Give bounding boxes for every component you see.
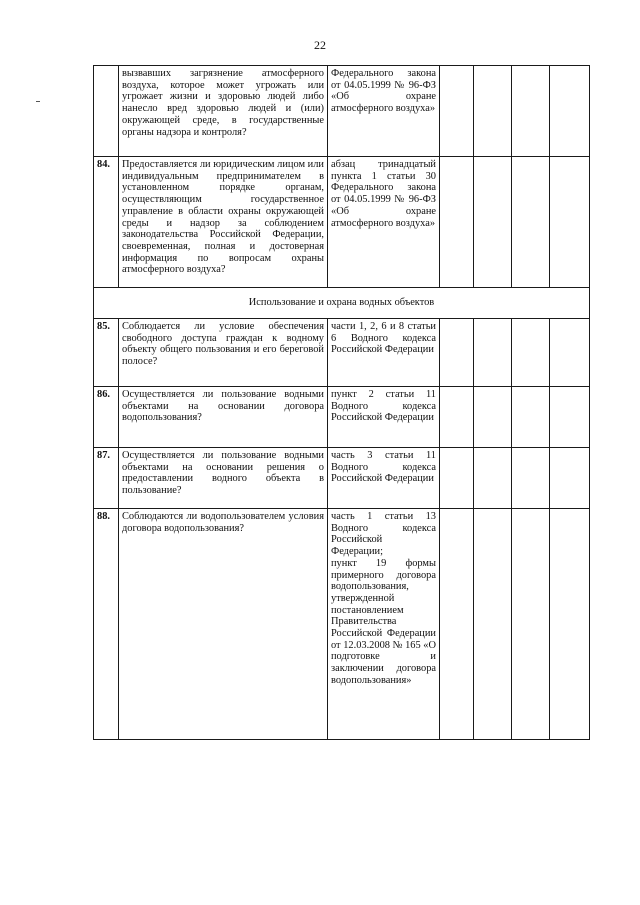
answer-na-cell	[512, 319, 550, 387]
legal-reference-cell: части 1, 2, 6 и 8 статьи 6 Водного кодекса Российской Федерации	[328, 319, 440, 387]
row-number: 87.	[94, 448, 119, 509]
legal-reference-cell	[328, 509, 440, 740]
legal-reference-cell: часть 3 статьи 11 Водного кодекса Российской Федерации	[328, 448, 440, 509]
answer-yes-cell	[440, 387, 474, 448]
legal-reference-line: пункт 19 формы примерного договора водопользования, утвержденной постановлением Правительства Российской Федерации от 12.03.2008 № 165 «О подготовке и заключении договора водопользования»	[331, 557, 436, 686]
question-cell: Осуществляется ли пользование водными объектами на основании решения о предоставлении водного объекта в пользование?	[119, 448, 328, 509]
table-row	[94, 448, 590, 509]
row-number: 86.	[94, 387, 119, 448]
row-number: 84.	[94, 157, 119, 288]
answer-yes-cell	[440, 509, 474, 740]
legal-reference-cell: Федерального закона от 04.05.1999 № 96-ФЗ «Об охране атмосферного воздуха»	[328, 66, 440, 157]
answer-na-cell	[512, 448, 550, 509]
row-number	[94, 66, 119, 157]
comment-cell	[550, 448, 590, 509]
table-row	[94, 387, 590, 448]
comment-cell	[550, 319, 590, 387]
answer-yes-cell	[440, 319, 474, 387]
comment-cell	[550, 509, 590, 740]
answer-na-cell	[512, 66, 550, 157]
question-cell: вызвавших загрязнение атмосферного воздуха, которое может угрожать или угрожает жизни и здоровью людей либо нанесло вред здоровью людей и (или) окружающей среде, в государственные органы надзора и контроля?	[119, 66, 328, 157]
section-title: Использование и охрана водных объектов	[94, 288, 590, 319]
comment-cell	[550, 66, 590, 157]
answer-no-cell	[474, 387, 512, 448]
answer-na-cell	[512, 387, 550, 448]
answer-no-cell	[474, 509, 512, 740]
table-row	[94, 66, 590, 157]
section-row	[94, 288, 590, 319]
answer-yes-cell	[440, 66, 474, 157]
answer-na-cell	[512, 509, 550, 740]
answer-yes-cell	[440, 157, 474, 288]
answer-no-cell	[474, 157, 512, 288]
margin-mark	[36, 101, 40, 102]
legal-reference-line: часть 1 статьи 13 Водного кодекса Российской Федерации;	[331, 511, 436, 558]
page-number: 22	[314, 38, 326, 52]
answer-na-cell	[512, 157, 550, 288]
answer-no-cell	[474, 319, 512, 387]
answer-no-cell	[474, 66, 512, 157]
legal-reference-cell: пункт 2 статьи 11 Водного кодекса Российской Федерации	[328, 387, 440, 448]
table-row	[94, 319, 590, 387]
question-cell: Соблюдается ли условие обеспечения свободного доступа граждан к водному объекту общего пользования и его береговой полосе?	[119, 319, 328, 387]
legal-reference-cell: абзац тринадцатый пункта 1 статьи 30 Федерального закона от 04.05.1999 № 96-ФЗ «Об охране атмосферного воздуха»	[328, 157, 440, 288]
question-cell: Предоставляется ли юридическим лицом или индивидуальным предпринимателем в установленном порядке органам, осуществляющим государственное управление в области охраны окружающей среды и надзор за соблюдением законодательства Российской Федерации, своевременная, полная и достоверная информация по вопросам охраны атмосферного воздуха?	[119, 157, 328, 288]
question-cell: Соблюдаются ли водопользователем условия договора водопользования?	[119, 509, 328, 740]
row-number: 85.	[94, 319, 119, 387]
answer-no-cell	[474, 448, 512, 509]
row-number: 88.	[94, 509, 119, 740]
question-cell: Осуществляется ли пользование водными объектами на основании договора водопользования?	[119, 387, 328, 448]
comment-cell	[550, 387, 590, 448]
answer-yes-cell	[440, 448, 474, 509]
checklist-table	[93, 65, 590, 740]
table-row	[94, 157, 590, 288]
comment-cell	[550, 157, 590, 288]
table-row	[94, 509, 590, 740]
